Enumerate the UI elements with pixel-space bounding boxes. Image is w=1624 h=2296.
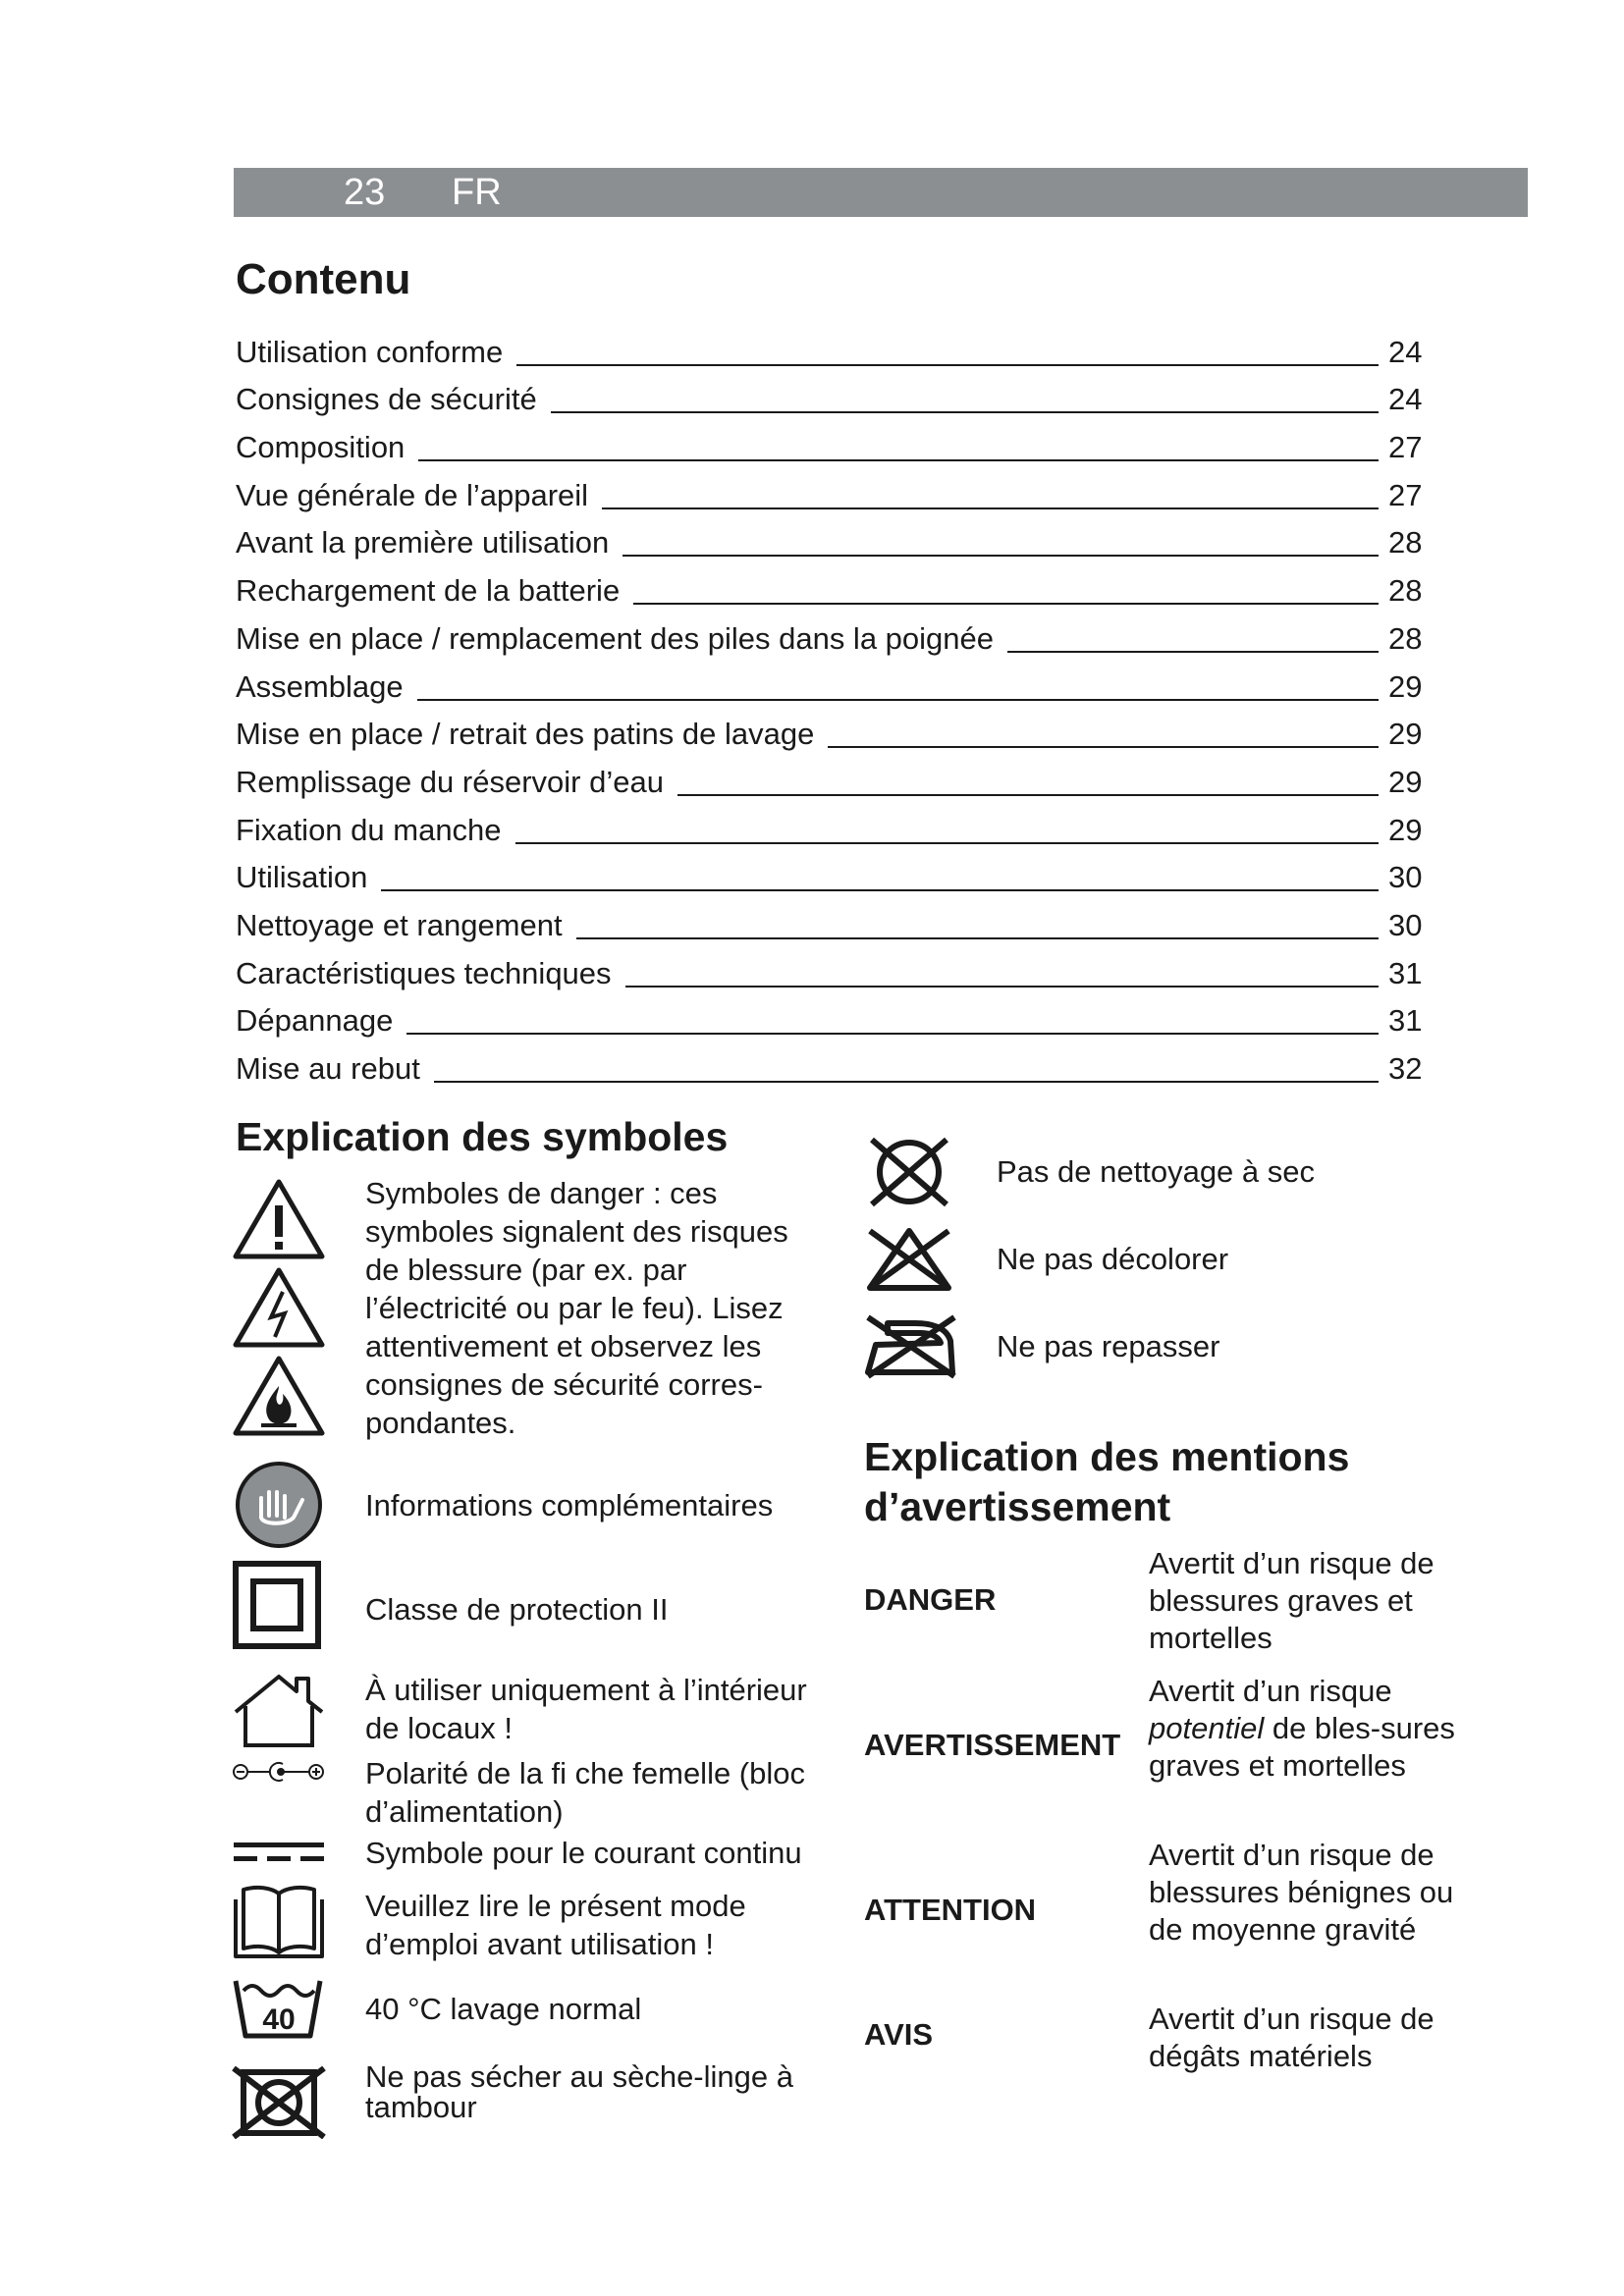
signal-word-avertissement: AVERTISSEMENT [864, 1728, 1121, 1762]
info-hand-icon [232, 1461, 326, 1549]
toc-entry-label: Mise en place / retrait des patins de lavage [236, 717, 815, 752]
toc-entry [236, 326, 1434, 374]
danger-warning-icons [232, 1176, 326, 1441]
toc-leader-line [625, 986, 1379, 988]
fire-warning-icon [236, 1359, 322, 1433]
toc-leader-line [406, 1033, 1379, 1035]
signal-word-avis: AVIS [864, 2017, 934, 2052]
toc-entry-label: Rechargement de la batterie [236, 573, 621, 609]
signal-desc-avertissement-pre: Avertit d’un risque [1149, 1674, 1392, 1708]
no-tumble-dry-icon [232, 2066, 326, 2139]
toc-entry [236, 374, 1434, 422]
toc-entry-page: 28 [1388, 525, 1423, 561]
toc-leader-line [633, 603, 1379, 605]
toc-entry-page: 29 [1388, 668, 1423, 704]
polarity-icon [232, 1757, 326, 1787]
signal-desc-avis: Avertit d’un risque de dégâts matériels [1149, 2002, 1435, 2073]
page-number: 23 [344, 172, 386, 213]
toc-entry [236, 947, 1434, 995]
wash-40-icon [232, 1975, 326, 2040]
toc-leader-line [434, 1081, 1379, 1083]
toc-leader-line [576, 937, 1379, 939]
electricity-warning-icon [236, 1270, 322, 1345]
toc-entry-page: 27 [1388, 430, 1423, 465]
toc-entry [236, 564, 1434, 613]
table-of-contents [236, 326, 1434, 1091]
toc-entry [236, 995, 1434, 1043]
toc-entry [236, 613, 1434, 661]
toc-entry-page: 29 [1388, 717, 1423, 752]
danger-symbols-text: Symboles de danger : ces symboles signalent des risques de blessure (par ex. par l’électricité ou par le feu). Lisez attentivement et observez les consignes de sécurité corres-pondantes. [365, 1176, 788, 1440]
toc-entry-page: 28 [1388, 573, 1423, 609]
toc-leader-line [1007, 651, 1379, 653]
no-dry-clean-icon [862, 1136, 960, 1208]
no-bleach-text: Ne pas décolorer [997, 1242, 1229, 1276]
no-tumble-dry-text: Ne pas sécher au sèche-linge à tambour [365, 2059, 793, 2124]
toc-entry [236, 709, 1434, 757]
toc-entry-page: 29 [1388, 764, 1423, 799]
indoor-house-icon [232, 1671, 326, 1749]
signal-word-attention: ATTENTION [864, 1893, 1037, 1927]
toc-entry [236, 899, 1434, 947]
toc-title: Contenu [236, 255, 411, 303]
signal-desc-avertissement-emphasis: potentiel [1149, 1711, 1265, 1745]
signal-word-danger: DANGER [864, 1582, 997, 1617]
signal-words-section-title: Explication des mentions d’avertissement [864, 1434, 1350, 1530]
toc-leader-line [677, 794, 1379, 796]
direct-current-icon [232, 1840, 326, 1865]
toc-entry-label: Mise en place / remplacement des piles dans la poignée [236, 620, 995, 656]
toc-entry-page: 27 [1388, 477, 1423, 512]
toc-leader-line [516, 364, 1379, 366]
toc-entry-label: Mise au rebut [236, 1051, 420, 1086]
language-code: FR [452, 172, 502, 213]
toc-entry-page: 28 [1388, 620, 1423, 656]
toc-entry [236, 517, 1434, 565]
signal-desc-avertissement [1149, 1673, 1463, 1785]
toc-entry-label: Nettoyage et rangement [236, 907, 563, 942]
toc-leader-line [623, 555, 1379, 557]
toc-entry-label: Fixation du manche [236, 812, 502, 847]
toc-entry-label: Consignes de sécurité [236, 382, 537, 417]
no-iron-icon [862, 1311, 960, 1380]
toc-entry-label: Remplissage du réservoir d’eau [236, 764, 664, 799]
toc-entry [236, 1042, 1434, 1091]
toc-entry-label: Composition [236, 430, 406, 465]
toc-entry-label: Utilisation [236, 860, 368, 895]
toc-entry-label: Vue générale de l’appareil [236, 477, 589, 512]
info-text: Informations complémentaires [365, 1488, 774, 1522]
toc-entry-page: 32 [1388, 1051, 1423, 1086]
toc-entry [236, 421, 1434, 469]
toc-entry-label: Assemblage [236, 668, 404, 704]
protection-class-ii-icon [232, 1561, 326, 1649]
toc-entry-label: Avant la première utilisation [236, 525, 610, 561]
toc-entry-label: Dépannage [236, 1003, 394, 1039]
toc-entry [236, 661, 1434, 709]
toc-entry [236, 852, 1434, 900]
toc-entry [236, 469, 1434, 517]
toc-leader-line [381, 889, 1379, 891]
toc-entry-page: 31 [1388, 955, 1423, 990]
page-header-bar [234, 168, 1528, 217]
toc-entry-label: Caractéristiques techniques [236, 955, 612, 990]
read-manual-text: Veuillez lire le présent mode d’emploi avant utilisation ! [365, 1889, 746, 1961]
toc-entry [236, 756, 1434, 804]
wash-40-text: 40 °C lavage normal [365, 1992, 642, 2026]
symbols-section-title: Explication des symboles [236, 1114, 729, 1159]
toc-entry-page: 30 [1388, 860, 1423, 895]
toc-leader-line [515, 842, 1379, 844]
polarity-text: Polarité de la fi che femelle (bloc d’alimentation) [365, 1756, 806, 1829]
toc-entry-page: 24 [1388, 334, 1423, 369]
read-manual-icon [232, 1880, 326, 1958]
toc-leader-line [551, 411, 1379, 413]
toc-leader-line [602, 507, 1379, 509]
direct-current-text: Symbole pour le courant continu [365, 1836, 802, 1870]
no-iron-text: Ne pas repasser [997, 1329, 1220, 1363]
toc-entry [236, 804, 1434, 852]
toc-entry-page: 24 [1388, 382, 1423, 417]
signal-desc-danger: Avertit d’un risque de blessures graves et mortelles [1149, 1546, 1435, 1655]
wash-temperature-label: 40 [262, 2003, 296, 2036]
toc-entry-page: 31 [1388, 1003, 1423, 1039]
toc-entry-label: Utilisation conforme [236, 334, 504, 369]
signal-desc-attention: Avertit d’un risque de blessures bénignes ou de moyenne gravité [1149, 1838, 1454, 1947]
toc-entry-page: 30 [1388, 907, 1423, 942]
signal-desc-avertissement-post: de bles-sures graves et mortelles [1149, 1711, 1455, 1783]
indoor-text: À utiliser uniquement à l’intérieur de locaux ! [365, 1673, 807, 1745]
toc-leader-line [828, 746, 1379, 748]
no-dry-clean-text: Pas de nettoyage à sec [997, 1154, 1316, 1189]
no-bleach-icon [862, 1227, 960, 1292]
toc-entry-page: 29 [1388, 812, 1423, 847]
toc-leader-line [417, 699, 1379, 701]
toc-leader-line [418, 459, 1379, 461]
protection-class-text: Classe de protection II [365, 1592, 669, 1627]
